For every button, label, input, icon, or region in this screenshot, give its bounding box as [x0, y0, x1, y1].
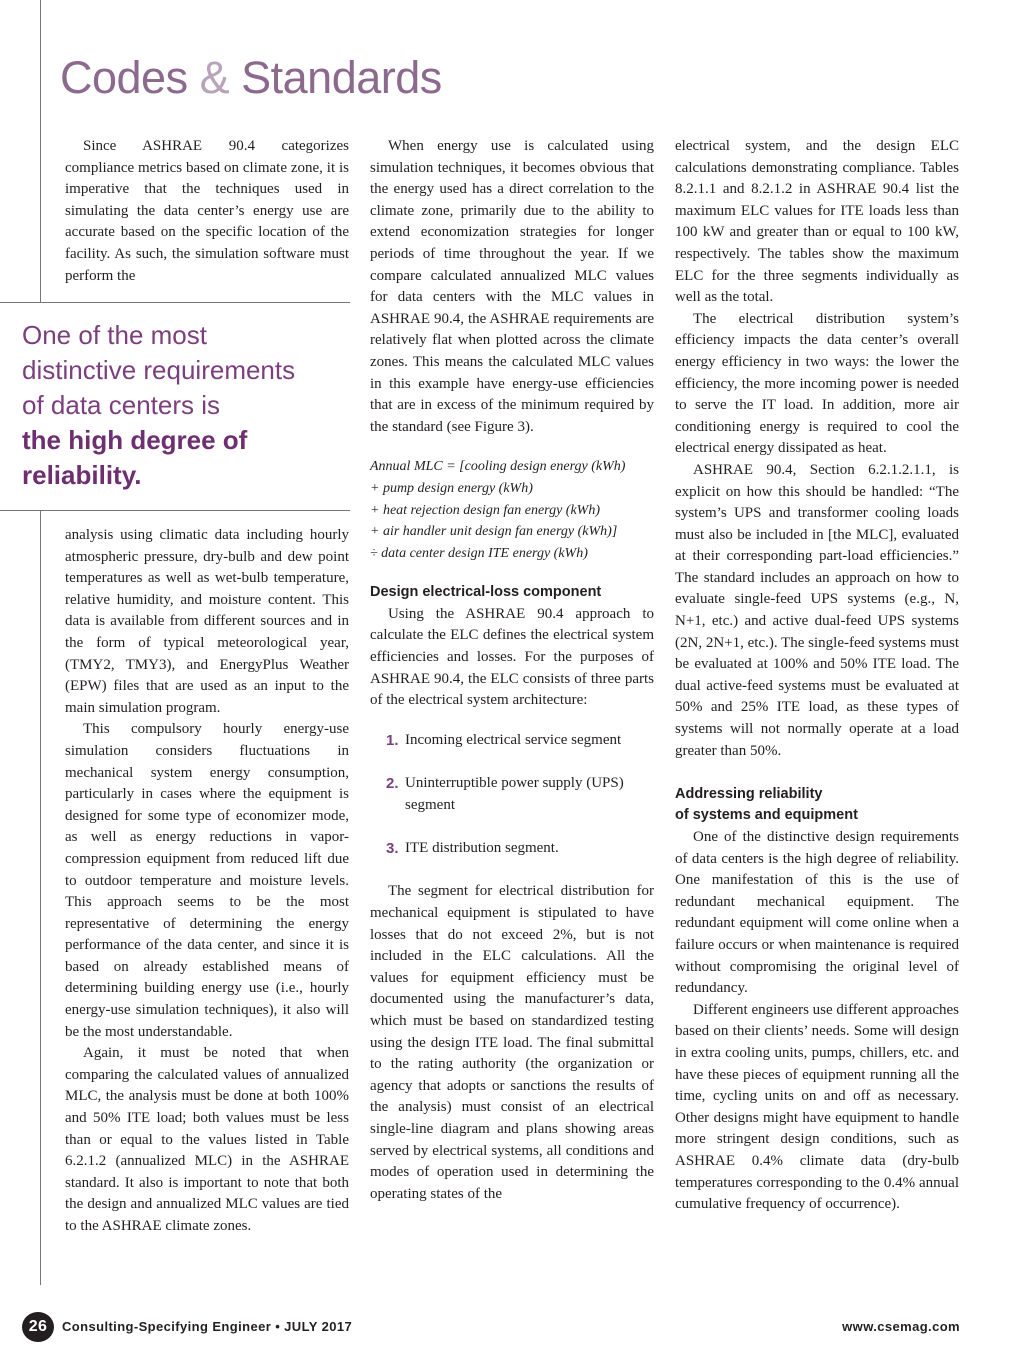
- list-item: [370, 773, 654, 816]
- left-rule-bottom: [40, 510, 41, 1285]
- page-number-badge: 26: [22, 1312, 54, 1342]
- pull-quote-line: One of the most: [22, 320, 207, 350]
- column-1-top: [65, 136, 349, 287]
- elc-segment-list: [370, 730, 654, 860]
- publication-info: Consulting-Specifying Engineer • JULY 2017: [62, 1319, 353, 1334]
- formula-line: Annual MLC = [cooling design energy (kWh): [370, 459, 626, 475]
- list-number: 2.: [386, 775, 399, 793]
- section-title: [60, 52, 442, 104]
- body-paragraph: Using the ASHRAE 90.4 approach to calculate the ELC defines the electrical system efficiencies and losses. For the purposes of ASHRAE 90.4, the ELC consists of three parts of the electrical system architecture:: [370, 605, 654, 709]
- pullquote-rule-top: [0, 302, 350, 303]
- pull-quote-emphasis: the high degree of: [22, 425, 248, 455]
- subhead-line: Addressing reliability: [675, 785, 823, 802]
- formula-line: ÷ data center design ITE energy (kWh): [370, 545, 588, 561]
- section-title-main: Codes: [60, 52, 188, 103]
- section-title-rest: Standards: [241, 52, 442, 103]
- formula-line: + pump design energy (kWh): [370, 480, 533, 496]
- pull-quote: [22, 318, 342, 493]
- body-paragraph: analysis using climatic data including hourly atmospheric pressure, dry-bulb and dew point temperatures as well as wet-bulb temperature, relative humidity, and moisture content. This data is available from different sources and in the form of typical meteorological year, (TMY2, TMY3), and EnergyPlus Weather (EPW) files that are used as an input to the main simulation program.: [65, 527, 349, 716]
- body-paragraph: The electrical distribution system’s efficiency impacts the data center’s overall energy efficiency in two ways: the lower the efficiency, the more incoming power is needed to serve the IT load. In addition, more air conditioning energy is required to cool the electrical energy dissipated as heat.: [675, 310, 959, 457]
- pull-quote-line: of data centers is: [22, 390, 220, 420]
- pull-quote-emphasis: reliability.: [22, 460, 142, 490]
- pullquote-rule-bottom: [0, 510, 350, 511]
- pull-quote-line: distinctive requirements: [22, 355, 296, 385]
- mlc-formula: [370, 456, 654, 564]
- body-paragraph: ASHRAE 90.4, Section 6.2.1.2.1.1, is explicit on how this should be handled: “The system’s UPS and transformer cooling loads must also be included in [the MLC], evaluated at their corresponding part-load efficiencies.” The standard includes an approach on how to evaluate single-feed UPS systems (e.g., N, N+1, etc.) and active dual-feed UPS systems (2N, 2N+1, etc.). The single-feed systems must be evaluated at 100% and 50% ITE load. The dual active-feed systems must be evaluated at 50% and 25% ITE load, as these types of systems will not normally operate at a load greater than 50%.: [675, 461, 959, 759]
- body-paragraph: This compulsory hourly energy-use simulation considers fluctuations in mechanical system energy consumption, particularly in cases where the equipment is designed for some type of economizer mode, as well as energy reductions in vapor-compression equipment from reduced lift due to outdoor temperature and moisture levels. This approach seems to be the most representative of determining the energy performance of the data center, and since it is based on already established means of determining building energy use (i.e., hourly energy-use simulation techniques), it also will be the most understandable.: [65, 721, 349, 1040]
- formula-line: + heat rejection design fan energy (kWh): [370, 502, 601, 518]
- body-paragraph: Since ASHRAE 90.4 categorizes compliance metrics based on climate zone, it is imperative that the techniques used in simulating the data center’s energy use are accurate based on the specific location of the facility. As such, the simulation software must perform the: [65, 138, 349, 284]
- body-paragraph: When energy use is calculated using simulation techniques, it becomes obvious that the energy used has a direct correlation to the climate zone, primarily due to the ability to extend economization strategies for longer periods of time throughout the year. If we compare calculated annualized MLC values for data centers with the MLC values in ASHRAE 90.4, the ASHRAE requirements are relatively flat when plotted across the climate zones. This means the calculated MLC values in this example have energy-use efficiencies that are in excess of the minimum required by the standard (see Figure 3).: [370, 138, 654, 435]
- list-text: Uninterruptible power supply (UPS) segment: [405, 775, 624, 813]
- body-paragraph: electrical system, and the design ELC calculations demonstrating compliance. Tables 8.2.1.1 and 8.2.1.2 in ASHRAE 90.4 list the maximum ELC values for ITE loads less than 100 kW and greater than or equal to 100 kW, respectively. The tables show the maximum ELC for the three segments individually as well as the total.: [675, 138, 959, 306]
- formula-line: + air handler unit design fan energy (kWh)]: [370, 524, 618, 540]
- spacer: [675, 762, 959, 784]
- body-paragraph: Again, it must be noted that when comparing the calculated values of annualized MLC, the analysis must be done at both 100% and 50% ITE load; both values must be less than or equal to the values listed in Table 6.2.1.2 (annualized MLC) in the ASHRAE standard. It also is important to note that both the design and annualized MLC values are tied to the ASHRAE climate zones.: [65, 1045, 349, 1234]
- body-paragraph: The segment for electrical distribution for mechanical equipment is stipulated to have losses that do not exceed 2%, but is not included in the ELC calculations. All the values for equipment efficiency must be documented using the manufacturer’s data, which must be based on standardized testing using the design ITE load. The final submittal to the rating authority (the organization or agency that adopts or sanctions the results of the analysis) must consist of an electrical single-line diagram and plans showing areas served by electrical systems, all conditions and modes of operation used in determining the operating states of the: [370, 883, 654, 1202]
- column-1-bottom: [65, 525, 349, 1238]
- list-text: Incoming electrical service segment: [405, 731, 622, 748]
- body-paragraph: One of the distinctive design requirements of data centers is the high degree of reliability. One manifestation of this is the use of redundant mechanical equipment. The redundant equipment will come online when a failure occurs or when maintenance is required without compromising the original level of redundancy.: [675, 829, 959, 997]
- list-text: ITE distribution segment.: [405, 839, 559, 856]
- body-paragraph: Different engineers use different approaches based on their clients’ needs. Some will design in extra cooling units, pumps, chillers, etc. and have these pieces of equipment running all the time, cycling units on and off as necessary. Other designs might have equipment to handle more stringent design conditions, such as ASHRAE 0.4% climate data (dry-bulb temperatures corresponding to the 0.4% annual cumulative frequency of occurrence).: [675, 1001, 959, 1213]
- column-2: [370, 136, 654, 1205]
- left-rule-top: [40, 0, 41, 302]
- list-number: 3.: [386, 839, 399, 857]
- column-3: [675, 136, 959, 1216]
- subhead-addressing-reliability: [675, 784, 959, 827]
- list-item: [370, 838, 654, 860]
- subhead-design-electrical-loss: Design electrical-loss component: [370, 584, 602, 601]
- section-title-ampersand: &: [199, 52, 230, 103]
- page-footer: [22, 1312, 960, 1342]
- website-link[interactable]: www.csemag.com: [842, 1319, 960, 1334]
- list-item: [370, 730, 654, 752]
- list-number: 1.: [386, 731, 399, 749]
- subhead-line: of systems and equipment: [675, 807, 858, 824]
